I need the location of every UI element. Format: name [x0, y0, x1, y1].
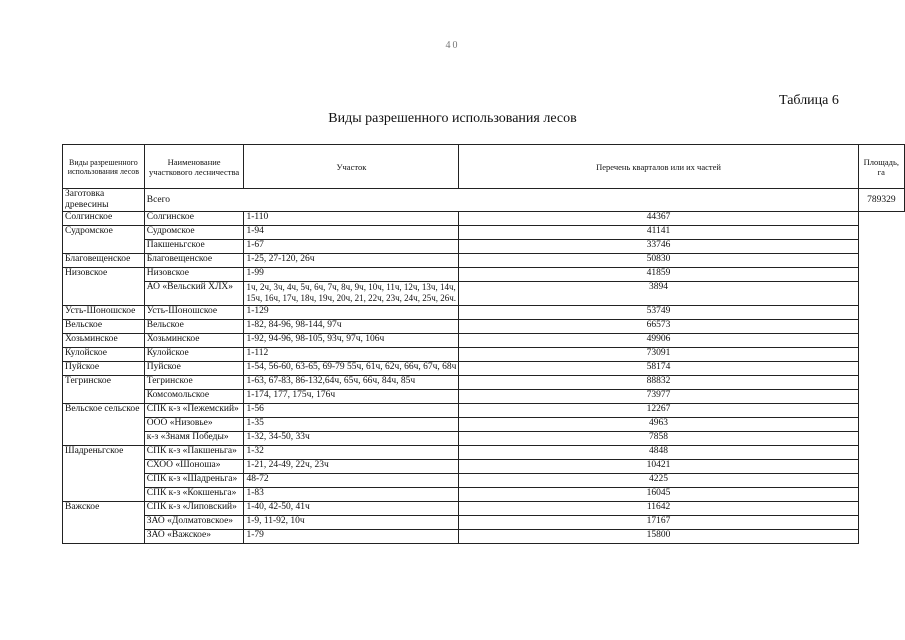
plot-cell: Низовское [144, 268, 244, 282]
header-plot: Участок [244, 145, 459, 189]
plot-cell: СХОО «Шоноша» [144, 460, 244, 474]
forestry-cell: Низовское [63, 268, 145, 306]
area-cell: 4225 [459, 474, 858, 488]
area-cell: 53749 [459, 306, 858, 320]
forestry-cell: Пуйское [63, 362, 145, 376]
use-type-cell: Заготовка древесины [63, 189, 145, 212]
quarters-cell: 1-112 [244, 348, 459, 362]
area-cell: 33746 [459, 240, 858, 254]
quarters-cell: 1-54, 56-60, 63-65, 69-79 55ч, 61ч, 62ч, 66ч, 67ч, 68ч [244, 362, 459, 376]
table-row [63, 320, 905, 334]
quarters-cell: 1-40, 42-50, 41ч [244, 502, 459, 516]
plot-cell: Кулойское [144, 348, 244, 362]
table-row [63, 348, 905, 362]
plot-cell: СПК к-з «Кокшеньга» [144, 488, 244, 502]
header-forestry: Наименование участкового лесничества [144, 145, 244, 189]
quarters-cell: 1-83 [244, 488, 459, 502]
table-row [63, 502, 905, 516]
forestry-cell: Усть-Шоношское [63, 306, 145, 320]
table-row [63, 404, 905, 418]
table-row [63, 432, 905, 446]
area-cell: 88832 [459, 376, 858, 390]
forestry-cell: Благовещенское [63, 254, 145, 268]
plot-cell: СПК к-з «Шадреньга» [144, 474, 244, 488]
area-cell: 41859 [459, 268, 858, 282]
table-title: Виды разрешенного использования лесов [328, 111, 577, 126]
quarters-cell: 1ч, 2ч, 3ч, 4ч, 5ч, 6ч, 7ч, 8ч, 9ч, 10ч, 11ч, 12ч, 13ч, 14ч, 15ч, 16ч, 17ч, 18ч, 19ч, 20ч, 21, 22ч, 23ч, 24ч, 25ч, 26ч. [244, 282, 459, 306]
quarters-cell: 1-25, 27-120, 26ч [244, 254, 459, 268]
table-header-row [63, 145, 905, 189]
plot-cell: Солгинское [144, 212, 244, 226]
area-cell: 3894 [459, 282, 858, 306]
area-cell: 44367 [459, 212, 858, 226]
area-cell: 10421 [459, 460, 858, 474]
quarters-cell: 1-99 [244, 268, 459, 282]
area-cell: 41141 [459, 226, 858, 240]
forestry-cell: Хозьминское [63, 334, 145, 348]
table-row [63, 240, 905, 254]
forest-use-table [62, 144, 905, 544]
forestry-cell: Важское [63, 502, 145, 544]
total-area: 789329 [858, 189, 904, 212]
plot-cell: Вельское [144, 320, 244, 334]
plot-cell: Комсомольское [144, 390, 244, 404]
quarters-cell: 1-63, 67-83, 86-132,64ч, 65ч, 66ч, 84ч, 85ч [244, 376, 459, 390]
plot-cell: СПК к-з «Липовский» [144, 502, 244, 516]
plot-cell: ЗАО «Долматовское» [144, 516, 244, 530]
quarters-cell: 1-9, 11-92, 10ч [244, 516, 459, 530]
table-row [63, 474, 905, 488]
quarters-cell: 1-110 [244, 212, 459, 226]
area-cell: 15800 [459, 530, 858, 544]
table-row [63, 488, 905, 502]
area-cell: 50830 [459, 254, 858, 268]
quarters-cell: 1-94 [244, 226, 459, 240]
quarters-cell: 1-82, 84-96, 98-144, 97ч [244, 320, 459, 334]
table-row [63, 376, 905, 390]
table-row [63, 390, 905, 404]
area-cell: 17167 [459, 516, 858, 530]
plot-cell: СПК к-з «Пакшеньга» [144, 446, 244, 460]
forestry-cell: Судромское [63, 226, 145, 254]
quarters-cell: 1-21, 24-49, 22ч, 23ч [244, 460, 459, 474]
quarters-cell: 1-92, 94-96, 98-105, 93ч, 97ч, 106ч [244, 334, 459, 348]
plot-cell: к-з «Знамя Победы» [144, 432, 244, 446]
quarters-cell: 1-174, 177, 175ч, 176ч [244, 390, 459, 404]
table-label: Таблица 6 [779, 93, 839, 108]
area-cell: 4963 [459, 418, 858, 432]
table-row [63, 530, 905, 544]
table-row [63, 254, 905, 268]
plot-cell: ООО «Низовье» [144, 418, 244, 432]
plot-cell: АО «Вельский ХЛХ» [144, 282, 244, 306]
table-row [63, 212, 905, 226]
forestry-cell: Тегринское [63, 376, 145, 404]
table-row [63, 460, 905, 474]
area-cell: 49906 [459, 334, 858, 348]
area-cell: 66573 [459, 320, 858, 334]
table-row [63, 516, 905, 530]
quarters-cell: 1-56 [244, 404, 459, 418]
quarters-cell: 1-67 [244, 240, 459, 254]
table-row [63, 334, 905, 348]
table-row [63, 446, 905, 460]
area-cell: 16045 [459, 488, 858, 502]
area-cell: 11642 [459, 502, 858, 516]
header-quarters: Перечень кварталов или их частей [459, 145, 858, 189]
forestry-cell: Кулойское [63, 348, 145, 362]
plot-cell: Пуйское [144, 362, 244, 376]
plot-cell: ЗАО «Важское» [144, 530, 244, 544]
area-cell: 4848 [459, 446, 858, 460]
table-row [63, 282, 905, 306]
area-cell: 73977 [459, 390, 858, 404]
forestry-cell: Шадреньгское [63, 446, 145, 502]
page-number: 40 [445, 40, 460, 51]
table-row [63, 362, 905, 376]
quarters-cell: 1-129 [244, 306, 459, 320]
area-cell: 12267 [459, 404, 858, 418]
header-use-type: Виды разрешенного использования лесов [63, 145, 145, 189]
plot-cell: Благовещенское [144, 254, 244, 268]
plot-cell: Судромское [144, 226, 244, 240]
plot-cell: Хозьминское [144, 334, 244, 348]
table-row [63, 418, 905, 432]
quarters-cell: 1-32 [244, 446, 459, 460]
forestry-cell: Вельское [63, 320, 145, 334]
plot-cell: СПК к-з «Пежемский» [144, 404, 244, 418]
quarters-cell: 1-32, 34-50, 33ч [244, 432, 459, 446]
quarters-cell: 1-35 [244, 418, 459, 432]
plot-cell: Тегринское [144, 376, 244, 390]
quarters-cell: 1-79 [244, 530, 459, 544]
area-cell: 58174 [459, 362, 858, 376]
plot-cell: Усть-Шоношское [144, 306, 244, 320]
plot-cell: Пакшеньгское [144, 240, 244, 254]
area-cell: 73091 [459, 348, 858, 362]
table-row [63, 306, 905, 320]
quarters-cell: 48-72 [244, 474, 459, 488]
table-row [63, 268, 905, 282]
forestry-cell: Вельское сельское [63, 404, 145, 446]
table-row [63, 226, 905, 240]
header-area: Площадь, га [858, 145, 904, 189]
area-cell: 7858 [459, 432, 858, 446]
total-label: Всего [144, 189, 858, 212]
table-row-total [63, 189, 905, 212]
forestry-cell: Солгинское [63, 212, 145, 226]
